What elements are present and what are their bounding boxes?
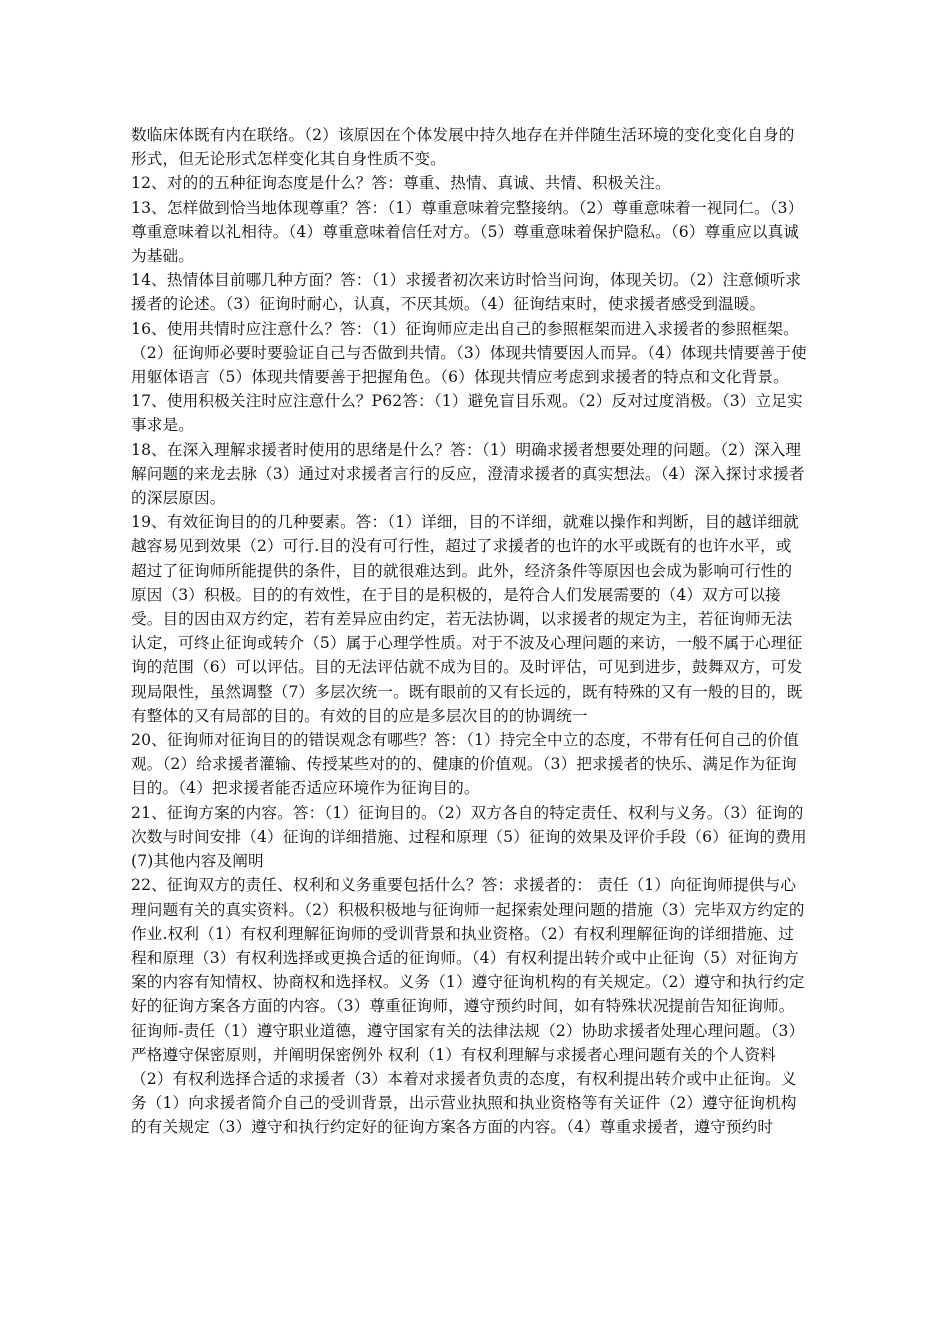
paragraph-q20: 20、征询师对征询目的的错误观念有哪些？答：（1）持完全中立的态度，不带有任何自己的价值观。（2）给求援者灌输、传授某些对的的、健康的价值观。（3）把求援者的快乐、满足作为征询目的。（4）把求援者能否适应环境作为征询目的。: [131, 731, 799, 798]
paragraph-q22: 22、征询双方的责任、权利和义务重要包括什么？答：求援者的： 责任（1）向征询师提供与心理问题有关的真实资料。（2）积极积极地与征询师一起探索处理问题的措施（3）完毕双方约定的作业.权利（1）有权利理解征询师的受训背景和执业资格。（2）有权利理解征询的详细措施、过程和原理（3）有权利选择或更换合适的征询师。（4）有权利提出转介或中止征询（5）对征询方案的内容有知情权、协商权和选择权。义务（1）遵守征询机构的有关规定。（2）遵守和执行约定好的征询方案各方面的内容。（3）尊重征询师，遵守预约时间，如有特殊状况提前告知征询师。: [131, 876, 805, 1016]
paragraph-q12: 12、对的的五种征询态度是什么？答：尊重、热情、真诚、共情、积极关注。: [131, 174, 671, 193]
paragraph-q19: 19、有效征询目的的几种要素。答：（1）详细，目的不详细，就难以操作和判断，目的越详细就越容易见到效果（2）可行.目的没有可行性，超过了求援者的也许的水平或既有的也许水平，或超过了征询师所能提供的条件，目的就很难达到。此外，经济条件等原因也会成为影响可行性的原因（3）积极。目的的有效性，在于目的是积极的，是符合人们发展需要的（4）双方可以接受。目的因由双方约定，若有差异应由约定，若无法协调，以求援者的规定为主，若征询师无法认定，可终止征询或转介（5）属于心理学性质。对于不波及心理问题的来访，一般不属于心理征询的范围（6）可以评估。目的无法评估就不成为目的。及时评估，可见到进步，鼓舞双方，可发现局限性，虽然调整（7）多层次统一。既有眼前的又有长远的，既有特殊的又有一般的目的，既有整体的又有局部的目的。有效的目的应是多层次目的的协调统一: [131, 513, 803, 725]
paragraph-q17: 17、使用积极关注时应注意什么？P62答：（1）避免盲目乐观。（2）反对过度消极。（3）立足实事求是。: [131, 392, 803, 435]
paragraph-counselor-duties: 征询师-责任（1）遵守职业道德，遵守国家有关的法律法规（2）协助求援者处理心理问题。（3）严格遵守保密原则，并阐明保密例外 权利（1）有权利理解与求援者心理问题有关的个人资料（2）有权利选择合适的求援者（3）本着对求援者负责的态度，有权利提出转介或中止征询。义务（1）向求援者简介自己的受训背景，出示营业执照和执业资格等有关证件（2）遵守征询机构的有关规定（3）遵守和执行约定好的征询方案各方面的内容。（4）尊重求援者，遵守预约时: [131, 1021, 805, 1137]
paragraph-q21: 21、征询方案的内容。答：（1）征询目的。（2）双方各自的特定责任、权利与义务。（3）征询的次数与时间安排（4）征询的详细措施、过程和原理（5）征询的效果及评价手段（6）征询的费用(7)其他内容及阐明: [131, 803, 807, 871]
paragraph-q16: 16、使用共情时应注意什么？答：（1）征询师应走出自己的参照框架而进入求援者的参照框架。（2）征询师必要时要验证自己与否做到共情。（3）体现共情要因人而异。（4）体现共情要善于使用躯体语言（5）体现共情要善于把握角色。（6）体现共情应考虑到求援者的特点和文化背景。: [131, 319, 807, 387]
paragraph-q13: 13、怎样做到恰当地体现尊重？答：（1）尊重意味着完整接纳。（2）尊重意味着一视同仁。（3）尊重意味着以礼相待。（4）尊重意味着信任对方。（5）尊重意味着保护隐私。（6）尊重应以真诚为基础。: [131, 198, 804, 266]
document-page: [131, 123, 807, 1140]
paragraph-q14: 14、热情体目前哪几种方面？答：（1）求援者初次来访时恰当问询，体现关切。（2）注意倾听求援者的论述。（3）征询时耐心，认真，不厌其烦。（4）征询结束时，使求援者感受到温暖。: [131, 271, 802, 314]
paragraph-continuation: 数临床体既有内在联络。（2）该原因在个体发展中持久地存在并伴随生活环境的变化变化自身的形式，但无论形式怎样变化其自身性质不变。: [131, 126, 795, 169]
paragraph-q18: 18、在深入理解求援者时使用的思绪是什么？答：（1）明确求援者想要处理的问题。（2）深入理解问题的来龙去脉（3）通过对求援者言行的反应，澄清求援者的真实想法。（4）深入探讨求援者的深层原因。: [131, 440, 805, 508]
